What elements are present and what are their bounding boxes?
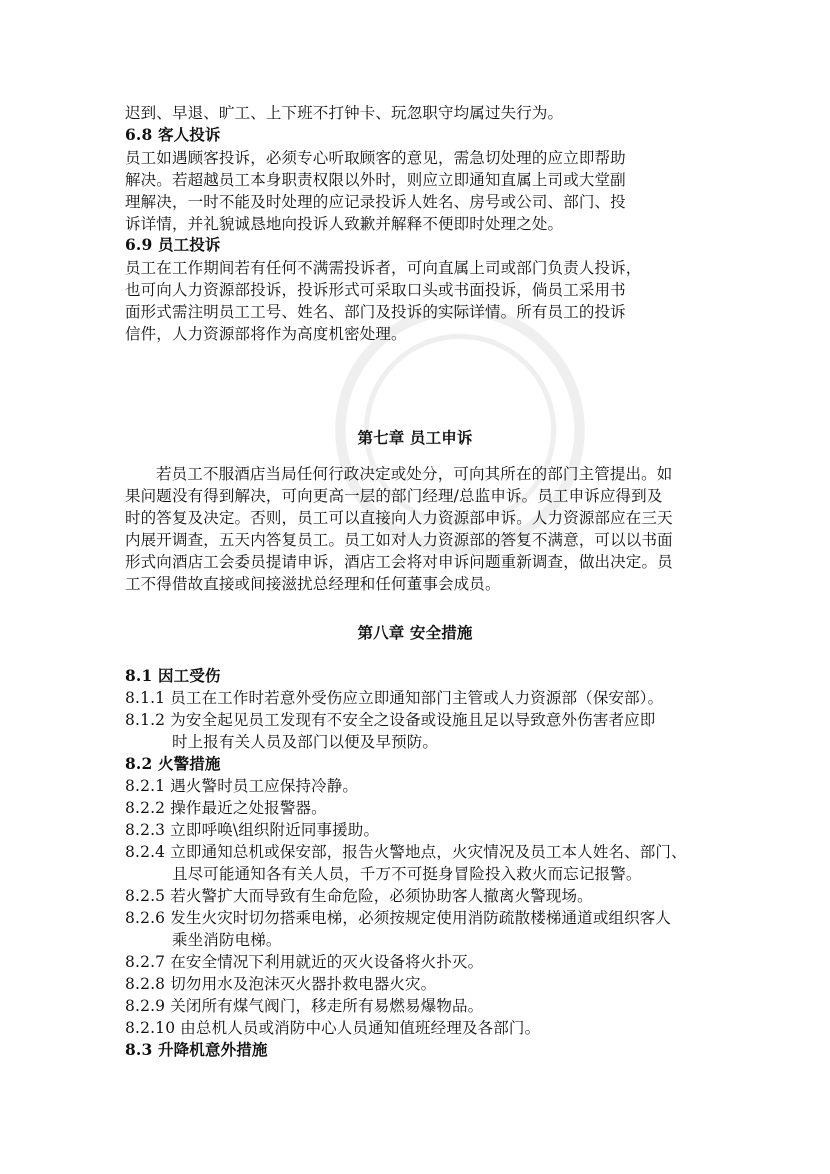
chapter-8-title: 第八章 安全措施 [357,623,473,642]
chapter-7-title: 第七章 员工申诉 [357,428,473,447]
text-line: 8.2.8 切勿用水及泡沫灭火器扑救电器火灾。 [125,975,437,993]
text-line: 员工如遇顾客投诉，必须专心听取顾客的意见，需急切处理的应立即帮助 [125,149,626,167]
text-line: 时的答复及决定。否则，员工可以直接向人力资源部申诉。人力资源部应在三天 [125,509,673,527]
text-line: 8.2.2 操作最近之处报警器。 [125,799,327,817]
text-line: 时上报有关人员及部门以便及早预防。 [172,733,439,751]
heading-8-2: 8.2 火警措施 [125,754,221,773]
text-line: 内展开调查，五天内答复员工。员工如对人力资源部的答复不满意，可以以书面 [125,531,673,549]
text-line: 解决。若超越员工本身职责权限以外时，则应立即通知直属上司或大堂副 [125,171,626,189]
text-line: 且尽可能通知各有关人员，千万不可挺身冒险投入救火而忘记报警。 [172,865,642,883]
text-line: 面形式需注明员工工号、姓名、部门及投诉的实际详情。所有员工的投诉 [125,303,626,321]
text-line: 诉详情，并礼貌诚恳地向投诉人致歉并解释不便即时处理之处。 [125,215,564,233]
text-line: 也可向人力资源部投诉，投诉形式可采取口头或书面投诉，倘员工采用书 [125,281,626,299]
text-line: 工不得借故直接或间接滋扰总经理和任何董事会成员。 [125,575,501,593]
text-line: 8.1.1 员工在工作时若意外受伤应立即通知部门主管或人力资源部（保安部）。 [125,689,664,707]
text-line: 8.2.5 若火警扩大而导致有生命危险，必须协助客人撤离火警现场。 [125,887,593,905]
text-line: 果问题没有得到解决，可向更高一层的部门经理/总监申诉。员工申诉应得到及 [125,487,663,505]
text-line: 若员工不服酒店当局任何行政决定或处分，可向其所在的部门主管提出。如 [156,465,673,483]
text-line: 乘坐消防电梯。 [172,931,282,949]
heading-6-8: 6.8 客人投诉 [125,125,221,144]
text-line: 8.2.3 立即呼唤\组织附近同事援助。 [125,821,380,839]
text-line: 8.2.4 立即通知总机或保安部，报告火警地点，火灾情况及员工本人姓名、部门、 [125,843,687,861]
text-line: 形式向酒店工会委员提请申诉，酒店工会将对申诉问题重新调查，做出决定。员 [125,553,673,571]
text-line: 员工在工作期间若有任何不满需投诉者，可向直属上司或部门负责人投诉， [125,259,642,277]
heading-8-1: 8.1 因工受伤 [125,666,221,685]
text-line: 8.2.7 在安全情况下利用就近的灭火设备将火扑灭。 [125,953,484,971]
heading-8-3: 8.3 升降机意外措施 [125,1040,268,1059]
heading-6-9: 6.9 员工投诉 [125,235,221,254]
text-line: 理解决，一时不能及时处理的应记录投诉人姓名、房号或公司、部门、投 [125,193,626,211]
text-line: 8.2.10 由总机人员或消防中心人员通知值班经理及各部门。 [125,1019,541,1037]
text-line: 信件，人力资源部将作为高度机密处理。 [125,325,407,343]
text-line: 8.2.6 发生火灾时切勿搭乘电梯，必须按规定使用消防疏散楼梯通道或组织客人 [125,909,672,927]
text-line: 迟到、早退、旷工、上下班不打钟卡、玩忽职守均属过失行为。 [125,104,564,122]
text-line: 8.1.2 为安全起见员工发现有不安全之设备或设施且足以导致意外伤害者应即 [125,711,656,729]
text-line: 8.2.1 遇火警时员工应保持冷静。 [125,777,359,795]
text-line: 8.2.9 关闭所有煤气阀门，移走所有易燃易爆物品。 [125,997,484,1015]
